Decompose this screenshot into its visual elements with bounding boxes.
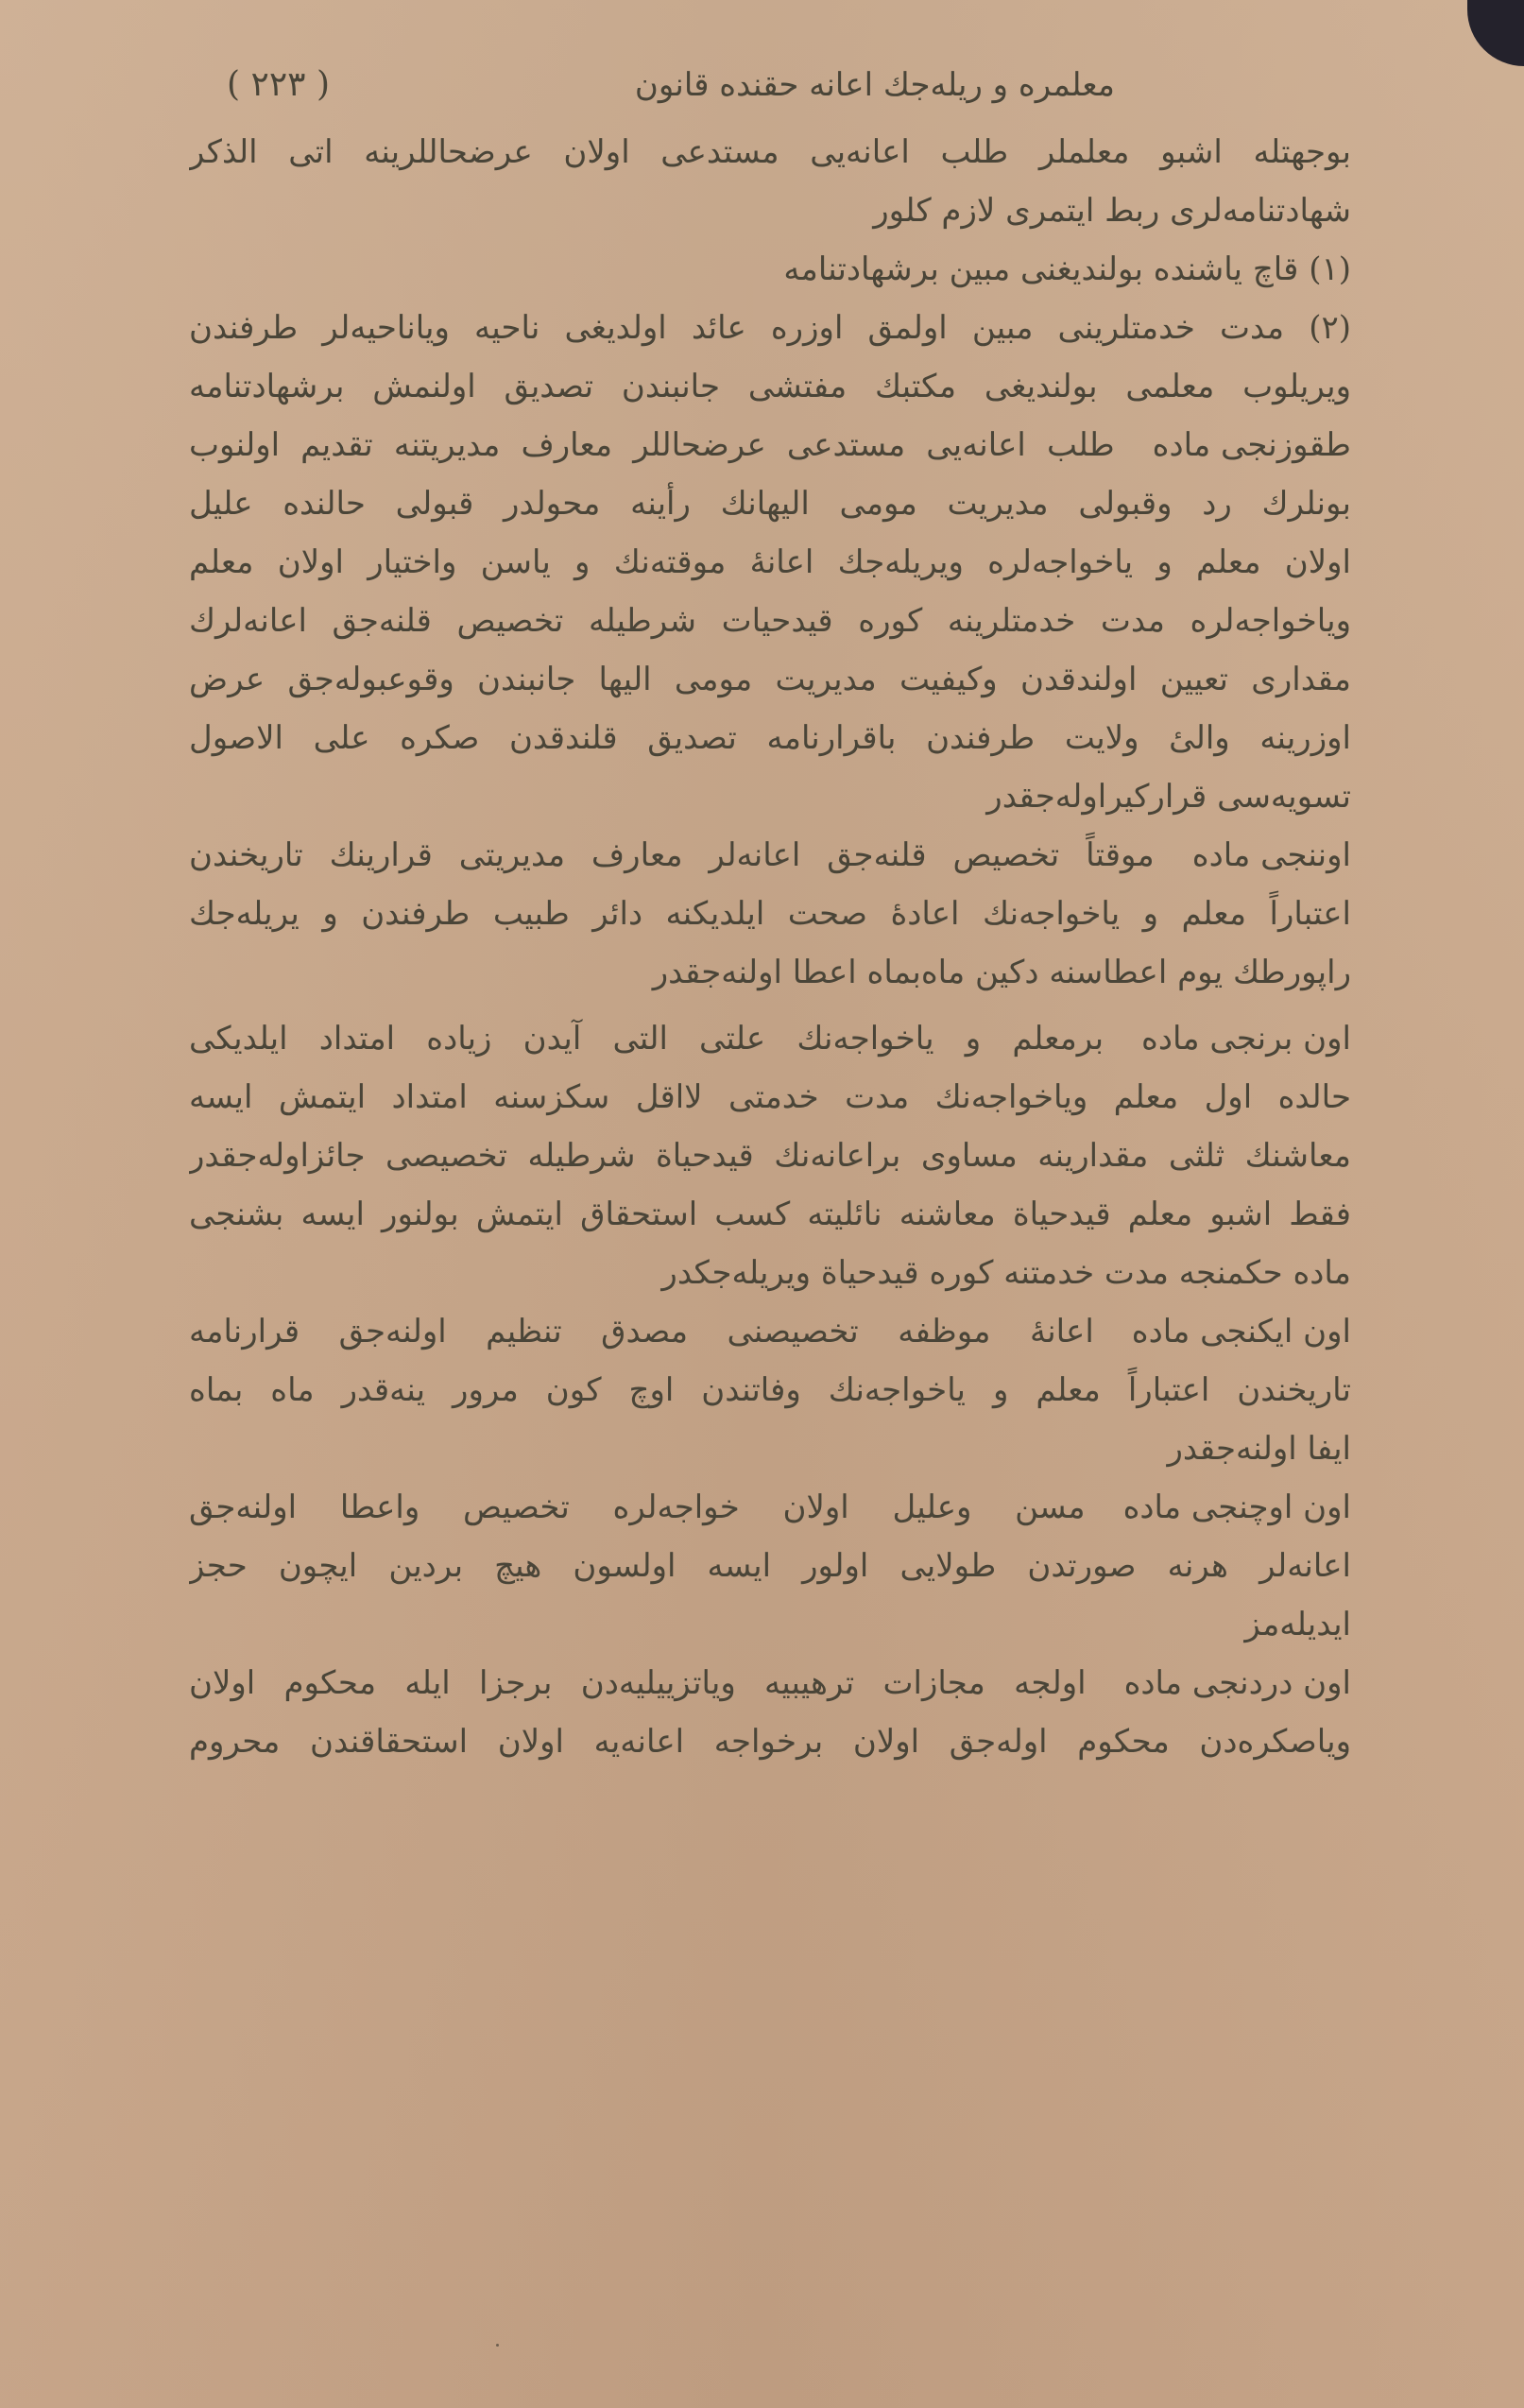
running-head-title: معلمره و ریله‌جك اعانه حقنده قانون [634,66,1115,104]
article-label: اون دردنجی ماده [1123,1664,1351,1702]
list-item: (۲) مدت خدمتلرینی مبین اولمق اوزره عائد اولدیغی ناحیه ویاناحیه‌لر طرفندن [189,309,1351,347]
text-line: ایدیله‌مز [1244,1606,1351,1643]
text-line: بوجهتله اشبو معلملر طلب اعانه‌یی مستدعی اولان عرضحاللرینه اتی الذکر [189,133,1351,171]
text-line: معاشنك ثلثی مقدارینه مساوی براعانه‌نك قیدحیاة شرطیله تخصیصی جائزاوله‌جقدر [189,1137,1351,1175]
article-label: اون برنجی ماده [1141,1020,1351,1058]
article-label: طقوزنجی ماده [1152,426,1351,464]
text-line: شهادتنامه‌لری ربط ایتمری لازم کلور [873,192,1351,230]
text-line: اولان معلم و یاخواجه‌لره ویریله‌جك اعانهٔ موقته‌نك و یاسن واختیار اولان معلم [189,543,1351,581]
running-head [189,57,1351,132]
text-line: ویاصکره‌دن محکوم اوله‌جق اولان برخواجه اعانه‌یه اولان استحقاقندن محروم [189,1723,1351,1761]
text-line: ویریلوب معلمی بولندیغی مکتبك مفتشی جانبندن تصدیق اولنمش برشهادتنامه [189,368,1351,405]
document-page [189,57,1351,1761]
text-line: تاریخندن اعتباراً معلم و یاخواجه‌نك وفاتندن اوچ کون مرور ینه‌قدر ماه بماه [189,1371,1351,1409]
text-line: ایفا اولنه‌جقدر [1167,1430,1351,1468]
text-line: فقط اشبو معلم قیدحیاة معاشنه نائلیته کسب استحقاق ایتمش بولنور ایسه بشنجی [189,1195,1351,1233]
article-heading-line: اون ایکنجی مادهاعانهٔ موظفه تخصیصنی مصدق تنظیم اولنه‌جق قرارنامه [189,1302,1351,1361]
scan-corner-shadow [1467,0,1524,66]
article-heading-line: طقوزنجی مادهطلب اعانه‌یی مستدعی عرضحاللر معارف مدیریتنه تقدیم اولنوب [189,416,1351,474]
body-text [189,123,1351,1771]
list-item: (۱) قاچ یاشنده بولندیغنی مبین برشهادتنامه [783,250,1351,288]
text-line: ماده حکمنجه مدت خدمتنه کوره قیدحیاة ویریله‌جکدر [661,1254,1351,1292]
article-heading-line: اوننجی مادهموقتاً تخصیص قلنه‌جق اعانه‌لر معارف مدیریتی قرارینك تاریخندن [189,826,1351,885]
text-line: تسویه‌سی قرارکیراوله‌جقدر [986,778,1351,816]
text-line: مقداری تعیین اولندقدن وکیفیت مدیریت مومی الیها جانبندن وقوعبوله‌جق عرض [189,661,1351,698]
article-label: اون ایکنجی ماده [1131,1313,1351,1350]
article-label: اون اوچنجی ماده [1122,1488,1351,1526]
article-heading-line: اون اوچنجی مادهمسن وعلیل اولان خواجه‌لره تخصیص واعطا اولنه‌جق [189,1478,1351,1537]
article-heading-line: اون برنجی مادهبرمعلم و یاخواجه‌نك علتی التی آیدن زیاده امتداد ایلدیکی [189,1009,1351,1068]
text-line: اعانه‌لر هرنه صورتدن طولایی اولور ایسه اولسون هیچ بردین ایچون حجز [189,1547,1351,1585]
text-line: ویاخواجه‌لره مدت خدمتلرینه کوره قیدحیات شرطیله تخصیص قلنه‌جق اعانه‌لرك [189,602,1351,640]
text-line: راپورطك یوم اعطاسنه دکین ماه‌بماه اعطا اولنه‌جقدر [652,954,1351,991]
text-line: اعتباراً معلم و یاخواجه‌نك اعادهٔ صحت ایلدیکنه دائر طبیب طرفندن و یریله‌جك [189,895,1351,933]
text-line: حالده اول معلم ویاخواجه‌نك مدت خدمتی لااقل سکزسنه امتداد ایتمش ایسه [189,1078,1351,1116]
page-number: ( ۲۲۳ ) [227,65,331,104]
article-heading-line: اون دردنجی مادهاولجه مجازات ترهیبیه ویاتزییلیه‌دن برجزا ایله محکوم اولان [189,1654,1351,1712]
text-line: اوزرینه والیٔ ولایت طرفندن باقرارنامه تصدیق قلندقدن صکره علی الاصول [189,719,1351,757]
article-label: اوننجی ماده [1191,836,1351,874]
text-line: بونلرك رد وقبولی مدیریت مومی الیهانك رأینه محولدر قبولی حالنده علیل [189,485,1351,523]
ink-speck [496,2344,499,2347]
